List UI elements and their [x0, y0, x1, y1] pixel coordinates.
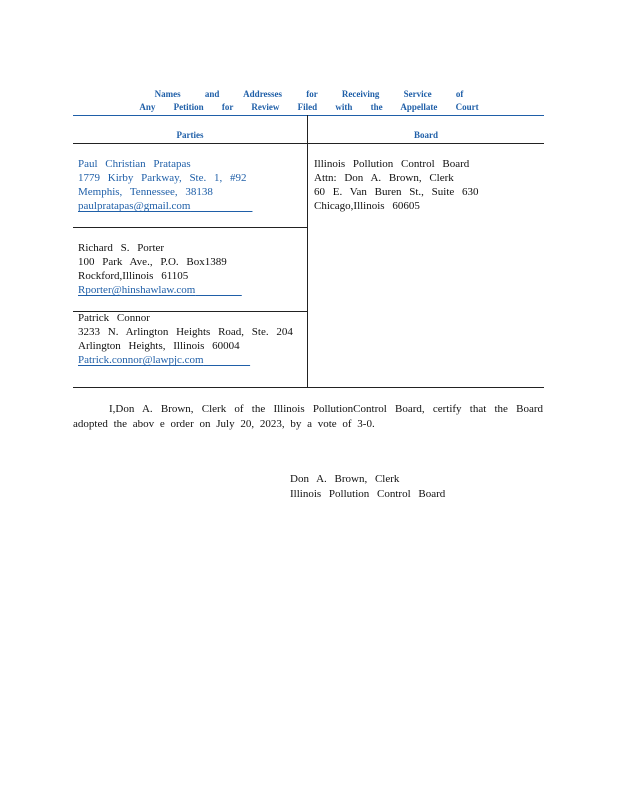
signature-board: Illinois Pollution Control Board — [290, 488, 446, 500]
table-bottom-rule — [73, 387, 544, 388]
certification-text: I,Don A. Brown, Clerk of the Illinois PollutionControl Board, certify that the Board adopted the abov e order on July 20, 2023, by a vote of 3-0. — [73, 403, 543, 430]
clerk-signature-block — [290, 472, 445, 502]
party-name: Richard S. Porter — [78, 242, 165, 254]
party-entry — [78, 311, 293, 367]
column-header-parties: Parties — [176, 130, 204, 140]
party-city: Arlington Heights, Illinois 60004 — [78, 340, 240, 352]
party-email-link[interactable]: Patrick.connor@lawpjc.com — [78, 354, 204, 366]
party-address: 3233 N. Arlington Heights Road, Ste. 204 — [78, 326, 293, 338]
party-address: 1779 Kirby Parkway, Ste. 1, #92 — [78, 172, 247, 184]
party-address: 100 Park Ave., P.O. Box1389 — [78, 256, 227, 268]
party-entry — [78, 157, 252, 213]
heading-line-2: Any Petition for Review Filed with the Appellate Court — [139, 102, 479, 112]
table-header-rule — [73, 143, 544, 144]
board-entry — [314, 157, 479, 213]
party-city: Memphis, Tennessee, 38138 — [78, 186, 213, 198]
signature-name: Don A. Brown, Clerk — [290, 473, 400, 485]
board-name: Illinois Pollution Control Board — [314, 158, 470, 170]
party-name: Patrick Connor — [78, 312, 150, 324]
party-name: Paul Christian Pratapas — [78, 158, 191, 170]
party-email-link[interactable]: Rporter@hinshawlaw.com — [78, 284, 196, 296]
certification-paragraph — [73, 402, 543, 432]
heading-line-1: Names and Addresses for Receiving Service of — [154, 89, 464, 99]
party-email-link[interactable]: paulpratapas@gmail.com — [78, 200, 191, 212]
party-city: Rockford,Illinois 61105 — [78, 270, 189, 282]
board-address: 60 E. Van Buren St., Suite 630 — [314, 186, 479, 198]
board-attn: Attn: Don A. Brown, Clerk — [314, 172, 454, 184]
party-divider-1 — [73, 227, 307, 228]
party-entry — [78, 241, 242, 297]
table-top-rule — [73, 115, 544, 116]
board-city: Chicago,Illinois 60605 — [314, 200, 420, 212]
table-column-divider — [307, 115, 308, 387]
column-header-board: Board — [413, 130, 438, 140]
